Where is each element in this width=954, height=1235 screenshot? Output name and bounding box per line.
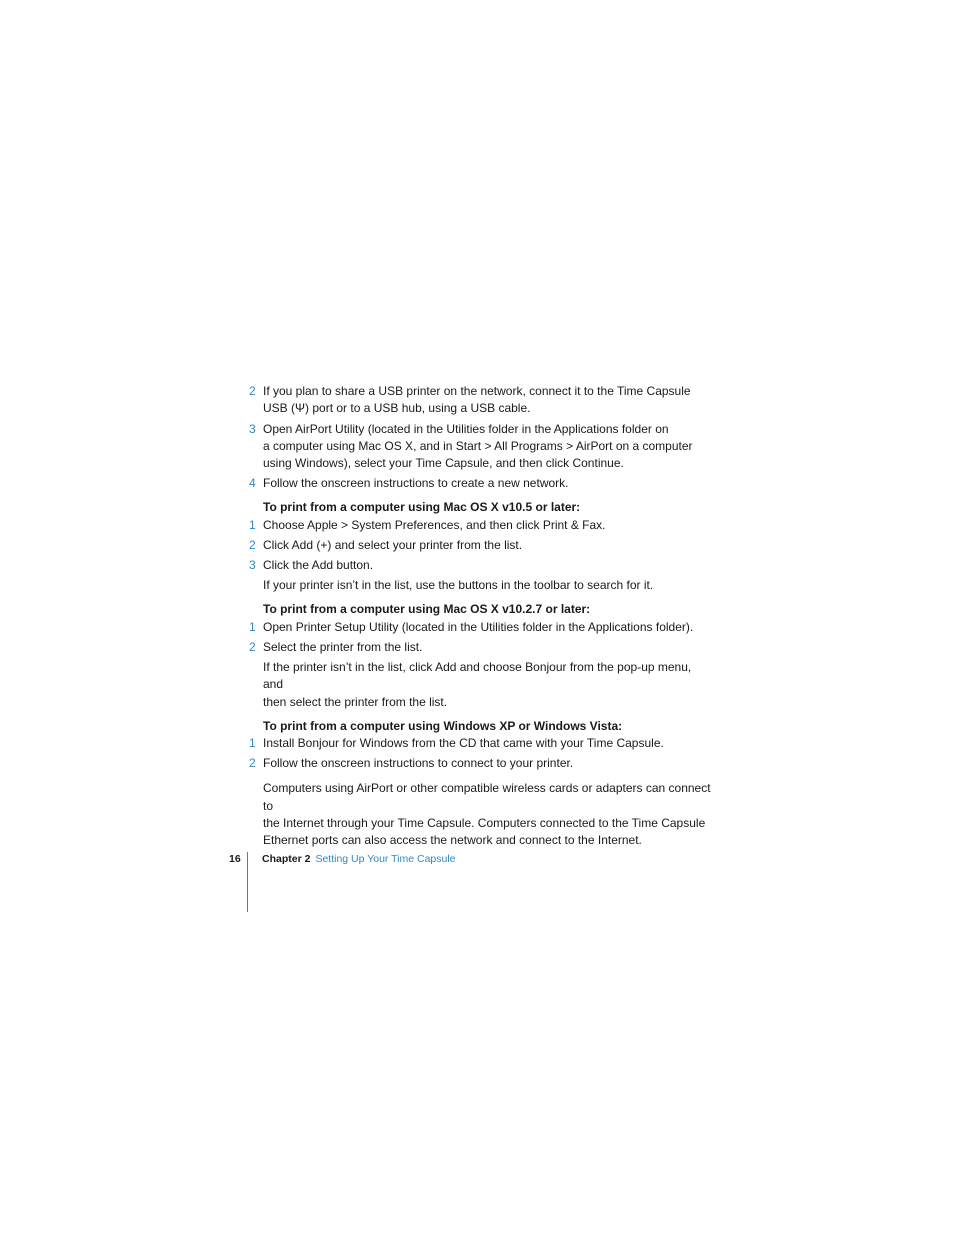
step-number: 3 xyxy=(249,421,256,436)
paragraph-line: Ethernet ports can also access the network and connect to the Internet. xyxy=(263,833,642,848)
step-text: Follow the onscreen instructions to connect to your printer. xyxy=(263,756,574,771)
step-text: Open Printer Setup Utility (located in the Utilities folder in the Applications folder). xyxy=(263,619,694,634)
step-text: Select the printer from the list. xyxy=(263,639,423,654)
step-number: 2 xyxy=(249,384,256,398)
step-line: USB (Ψ) port or to a USB hub, using a USB cable. xyxy=(263,401,531,416)
footer-divider xyxy=(247,852,248,912)
list-item xyxy=(249,475,713,492)
note-line: If the printer isn’t in the list, click Add and choose Bonjour from the pop-up menu, and xyxy=(263,660,692,692)
list-item xyxy=(249,735,713,752)
step-line: Open AirPort Utility (located in the Utilities folder in the Applications folder on xyxy=(263,421,669,436)
list-item xyxy=(249,619,713,636)
list-item xyxy=(249,557,713,574)
step-number: 2 xyxy=(249,537,256,552)
list-item xyxy=(249,537,713,554)
step-text xyxy=(263,421,713,473)
step-number: 3 xyxy=(249,558,256,573)
step-number: 2 xyxy=(249,756,256,771)
step-number: 1 xyxy=(249,735,256,750)
section-heading: To print from a computer using Mac OS X v10.2.7 or later: xyxy=(263,602,591,617)
list-item xyxy=(249,421,713,473)
step-number: 4 xyxy=(249,476,256,491)
step-line: a computer using Mac OS X, and in Start > All Programs > AirPort on a computer xyxy=(263,438,693,453)
chapter-label: Chapter 2 xyxy=(262,853,311,865)
page-number: 16 xyxy=(229,853,241,865)
step-text xyxy=(263,383,713,418)
list-item xyxy=(249,383,713,418)
section-heading: To print from a computer using Windows XP or Windows Vista: xyxy=(263,718,623,733)
list-item xyxy=(249,517,713,534)
closing-paragraph xyxy=(263,780,713,849)
list-item xyxy=(249,755,713,772)
note-line: then select the printer from the list. xyxy=(263,694,448,709)
step-text: Choose Apple > System Preferences, and then click Print & Fax. xyxy=(263,517,606,532)
chapter-footer xyxy=(262,853,456,865)
paragraph-line: the Internet through your Time Capsule. Computers connected to the Time Capsule xyxy=(263,816,706,831)
step-text: Follow the onscreen instructions to create a new network. xyxy=(263,476,569,491)
step-line: using Windows), select your Time Capsule, and then click Continue. xyxy=(263,456,624,471)
note-text: If your printer isn’t in the list, use the buttons in the toolbar to search for it. xyxy=(263,578,654,593)
step-text: Click Add (+) and select your printer from the list. xyxy=(263,537,523,552)
note-text xyxy=(263,659,713,711)
paragraph-line: Computers using AirPort or other compatible wireless cards or adapters can connect to xyxy=(263,781,711,813)
step-number: 1 xyxy=(249,517,256,532)
step-number: 1 xyxy=(249,619,256,634)
step-text: Install Bonjour for Windows from the CD that came with your Time Capsule. xyxy=(263,735,664,750)
list-item xyxy=(249,639,713,656)
step-line: If you plan to share a USB printer on the network, connect it to the Time Capsule xyxy=(263,384,691,398)
step-text: Click the Add button. xyxy=(263,558,374,573)
page-content xyxy=(249,383,713,850)
step-number: 2 xyxy=(249,639,256,654)
chapter-title: Setting Up Your Time Capsule xyxy=(315,853,456,865)
section-heading: To print from a computer using Mac OS X v10.5 or later: xyxy=(263,500,581,515)
